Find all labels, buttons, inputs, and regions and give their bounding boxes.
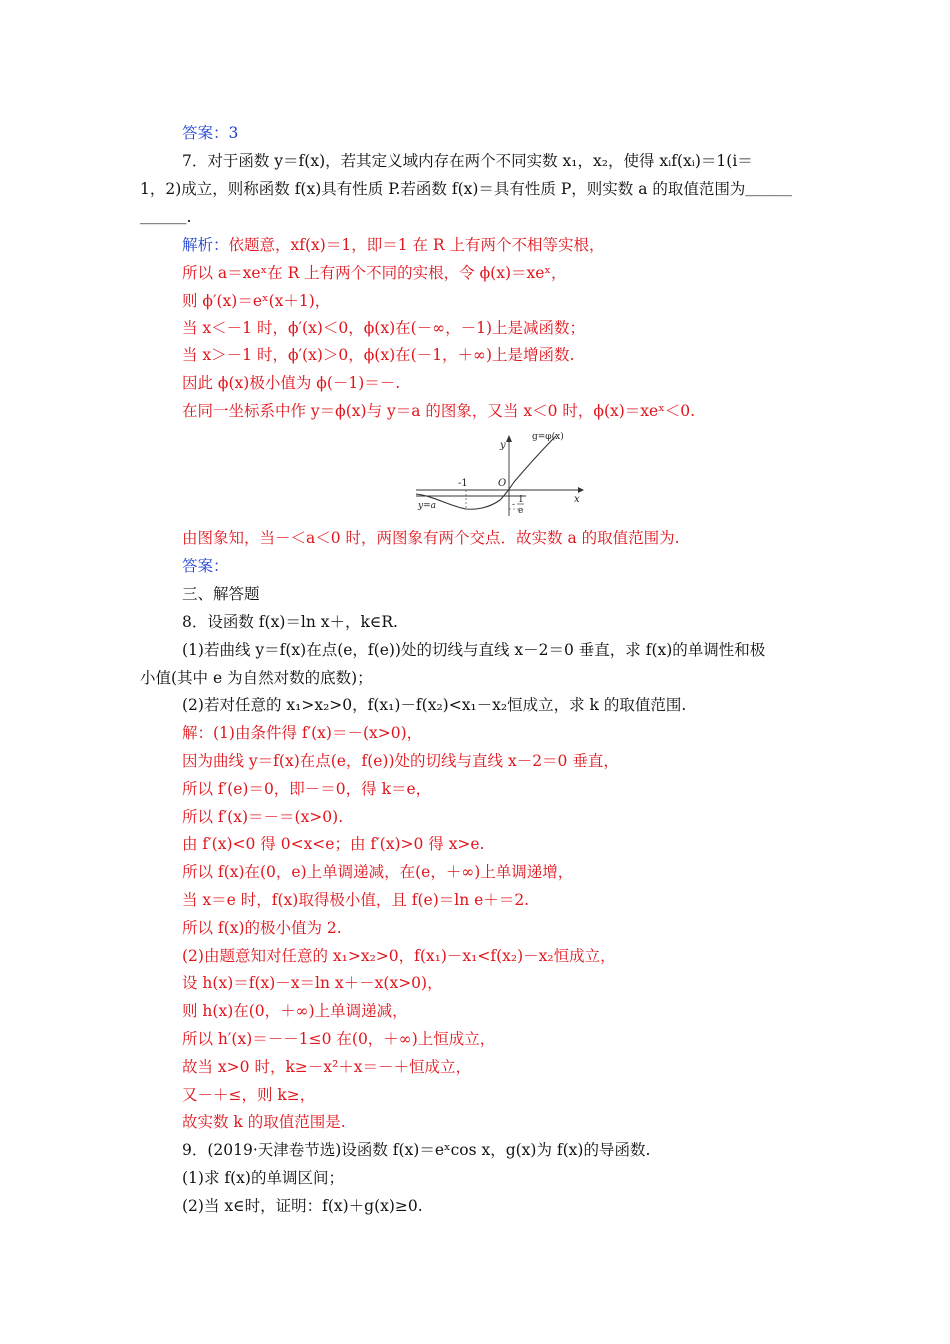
solution-8-line-13: 故当 x>0 时，k≥－x²＋x＝－＋恒成立， (182, 1058, 472, 1076)
problem-8-line-1: 8．设函数 f(x)＝ln x＋，k∈R. (182, 613, 398, 631)
analysis-7-line-7: 在同一坐标系中作 y＝ϕ(x)与 y＝a 的图象，又当 x＜0 时，ϕ(x)＝xeˣ＜0. (182, 402, 696, 420)
problem-7-line-1: 7．对于函数 y＝f(x)，若其定义域内存在两个不同实数 x₁，x₂，使得 xᵢf(xᵢ)＝1(i＝ (182, 152, 753, 170)
solution-8-line-7: 当 x＝e 时，f(x)取得极小值，且 f(e)＝ln e＋＝2. (182, 891, 530, 909)
problem-9-line-2: (1)求 f(x)的单调区间； (182, 1169, 344, 1187)
solution-8-line-5: 由 f′(x)<0 得 0<x<e；由 f′(x)>0 得 x>e. (182, 835, 485, 853)
problem-9-line-1: 9．(2019·天津卷节选)设函数 f(x)＝eˣcos x，g(x)为 f(x)的导函数. (182, 1141, 651, 1159)
problem-8-line-3: 小值(其中 e 为自然对数的底数)； (140, 669, 373, 687)
problem-9-line-3: (2)当 x∈时，证明：f(x)＋g(x)≥0. (182, 1197, 423, 1215)
solution-8-line-8: 所以 f(x)的极小值为 2. (182, 919, 342, 937)
frac-sign: - (512, 500, 516, 510)
solution-8-line-4: 所以 f′(x)＝－＝(x>0). (182, 808, 344, 826)
analysis-7-line-2: 所以 a＝xeˣ在 R 上有两个不同的实根，令 ϕ(x)＝xeˣ， (182, 264, 567, 282)
function-graph (414, 428, 586, 520)
analysis-7-conclusion: 由图象知，当－＜a＜0 时，两图象有两个交点．故实数 a 的取值范围为. (182, 529, 680, 547)
section-heading: 三、解答题 (182, 585, 260, 603)
solution-8-line-3: 所以 f′(e)＝0，即－＝0，得 k＝e， (182, 780, 432, 798)
x-axis-label: x (574, 494, 580, 505)
solution-8-line-15: 故实数 k 的取值范围是. (182, 1113, 346, 1131)
solution-8-line-11: 则 h(x)在(0，＋∞)上单调递减， (182, 1002, 408, 1020)
analysis-7-line-3: 则 ϕ′(x)＝eˣ(x＋1)， (182, 292, 331, 310)
analysis-7-line-5: 当 x＞－1 时，ϕ′(x)＞0，ϕ(x)在(－1，＋∞)上是增函数. (182, 346, 575, 364)
solution-8-line-14: 又－＋≤，则 k≥， (182, 1086, 316, 1104)
problem-8-line-4: (2)若对任意的 x₁>x₂>0，f(x₁)－f(x₂)<x₁－x₂恒成立，求 k 的取值范围. (182, 696, 687, 714)
analysis-7-line-1 (182, 235, 605, 255)
problem-8-line-2: (1)若曲线 y＝f(x)在点(e，f(e))处的切线与直线 x－2＝0 垂直，求 f(x)的单调性和极 (182, 641, 766, 659)
solution-8-line-12: 所以 h′(x)＝－－1≤0 在(0，＋∞)上恒成立， (182, 1030, 496, 1048)
origin-label: O (498, 478, 507, 489)
analysis-7-line-6: 因此 ϕ(x)极小值为 ϕ(－1)＝－. (182, 374, 401, 392)
answer-7: 答案： (182, 557, 229, 575)
solution-8-line-2: 因为曲线 y＝f(x)在点(e，f(e))处的切线与直线 x－2＝0 垂直， (182, 752, 619, 770)
frac-denominator: e (518, 506, 524, 516)
curve-label: g=φ(x) (532, 432, 564, 442)
analysis-prefix: 解析： (182, 236, 229, 254)
solution-8-line-9: (2)由题意知对任意的 x₁>x₂>0，f(x₁)－x₁<f(x₂)－x₂恒成立， (182, 947, 616, 965)
y-axis-arrow (506, 435, 512, 442)
solution-8-line-6: 所以 f(x)在(0，e)上单调递减，在(e，＋∞)上单调递增， (182, 863, 574, 881)
x-axis-arrow (578, 487, 584, 493)
line-a-label: y=a (418, 501, 436, 511)
minus-one-label: -1 (458, 478, 468, 489)
solution-8-line-1: 解：(1)由条件得 f′(x)＝－(x>0)， (182, 724, 423, 742)
y-axis-label: y (500, 440, 506, 451)
analysis-7-line-4: 当 x＜－1 时，ϕ′(x)＜0，ϕ(x)在(－∞，－1)上是减函数； (182, 319, 586, 337)
answer-6: 答案：3 (182, 124, 239, 142)
curve-phi (416, 436, 556, 509)
solution-8-line-10: 设 h(x)＝f(x)－x＝ln x＋－x(x>0)， (182, 974, 443, 992)
problem-7-line-2: 1，2)成立，则称函数 f(x)具有性质 P.若函数 f(x)＝具有性质 P，则实数 a 的取值范围为＿＿＿ (140, 180, 792, 198)
analysis-body: 依题意，xf(x)＝1，即＝1 在 R 上有两个不相等实根， (228, 236, 605, 254)
frac-numerator: 1 (518, 495, 524, 505)
problem-7-line-3: ＿＿＿. (140, 208, 192, 226)
